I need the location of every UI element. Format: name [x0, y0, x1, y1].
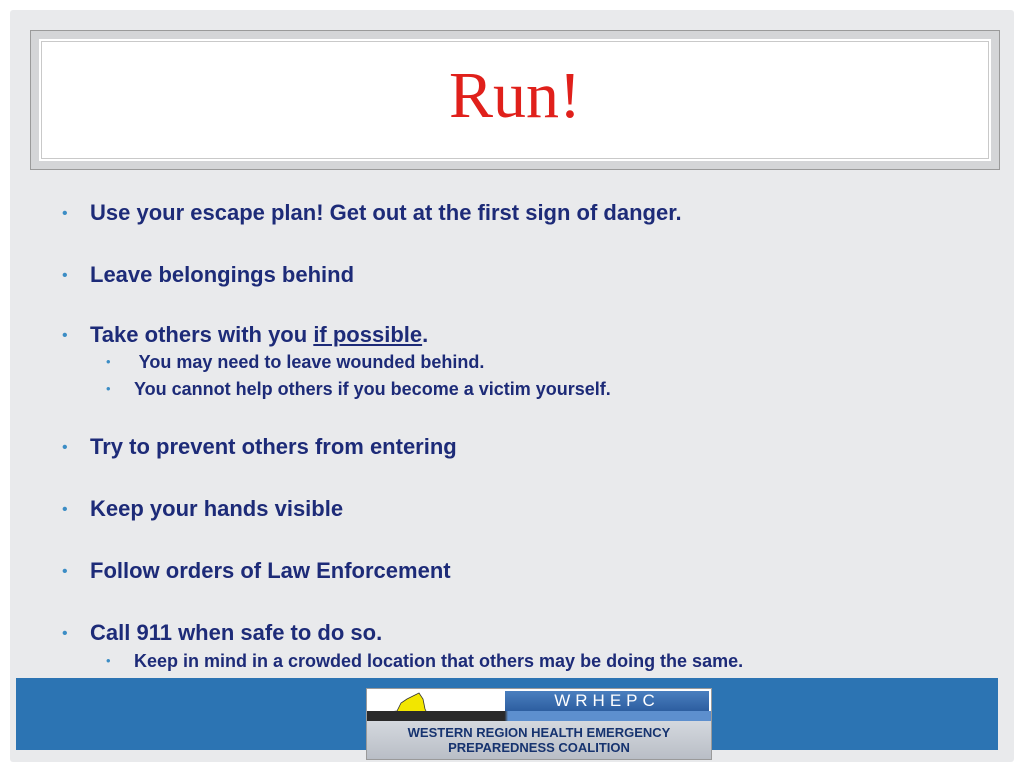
bullet-icon: • — [62, 625, 68, 642]
sub-bullet-text: Keep in mind in a crowded location that others may be doing the same. — [134, 651, 744, 671]
title-frame — [30, 30, 1000, 170]
sub-bullet-item — [106, 651, 743, 672]
bullet-text: Try to prevent others from entering — [90, 434, 457, 459]
bullet-icon: • — [62, 205, 68, 222]
bullet-icon: • — [62, 501, 68, 518]
sub-bullet-text: You cannot help others if you become a victim yourself. — [134, 379, 611, 399]
bullet-text: Use your escape plan! Get out at the first sign of danger. — [90, 200, 682, 225]
bullet-text-underlined: if possible — [313, 322, 423, 347]
bullet-text: Leave belongings behind — [90, 262, 355, 287]
bullet-text: Take others with you — [90, 322, 314, 347]
slide-title: Run! — [449, 59, 581, 132]
bullet-text: Call 911 when safe to do so. — [90, 620, 383, 645]
bullet-text: Keep your hands visible — [90, 496, 344, 521]
bullet-icon: • — [62, 327, 68, 344]
sub-bullet-item — [106, 352, 484, 373]
logo-top — [367, 689, 711, 721]
bullet-item — [62, 496, 343, 522]
wrhepc-logo — [366, 688, 712, 760]
logo-stripe — [367, 711, 711, 721]
sub-bullet-icon: • — [106, 653, 111, 668]
bullet-item — [62, 434, 457, 460]
logo-abbr: WRHEPC — [505, 691, 709, 711]
bullet-icon: • — [62, 563, 68, 580]
bullet-item — [62, 620, 382, 646]
logo-line-1: WESTERN REGION HEALTH EMERGENCY — [407, 725, 671, 740]
bullet-item — [62, 322, 428, 348]
sub-bullet-text: You may need to leave wounded behind. — [134, 352, 485, 372]
bullet-item — [62, 200, 682, 226]
sub-bullet-item — [106, 379, 611, 400]
logo-line-2: PREPAREDNESS COALITION — [448, 740, 630, 755]
title-panel — [41, 41, 989, 159]
bullet-text: Follow orders of Law Enforcement — [90, 558, 451, 583]
bullet-item — [62, 558, 451, 584]
bullet-text: . — [422, 322, 429, 347]
sub-bullet-icon: • — [106, 381, 111, 396]
logo-name — [367, 721, 711, 759]
bullet-item — [62, 262, 354, 288]
bullet-icon: • — [62, 439, 68, 456]
bullet-icon: • — [62, 267, 68, 284]
sub-bullet-icon: • — [106, 354, 111, 369]
